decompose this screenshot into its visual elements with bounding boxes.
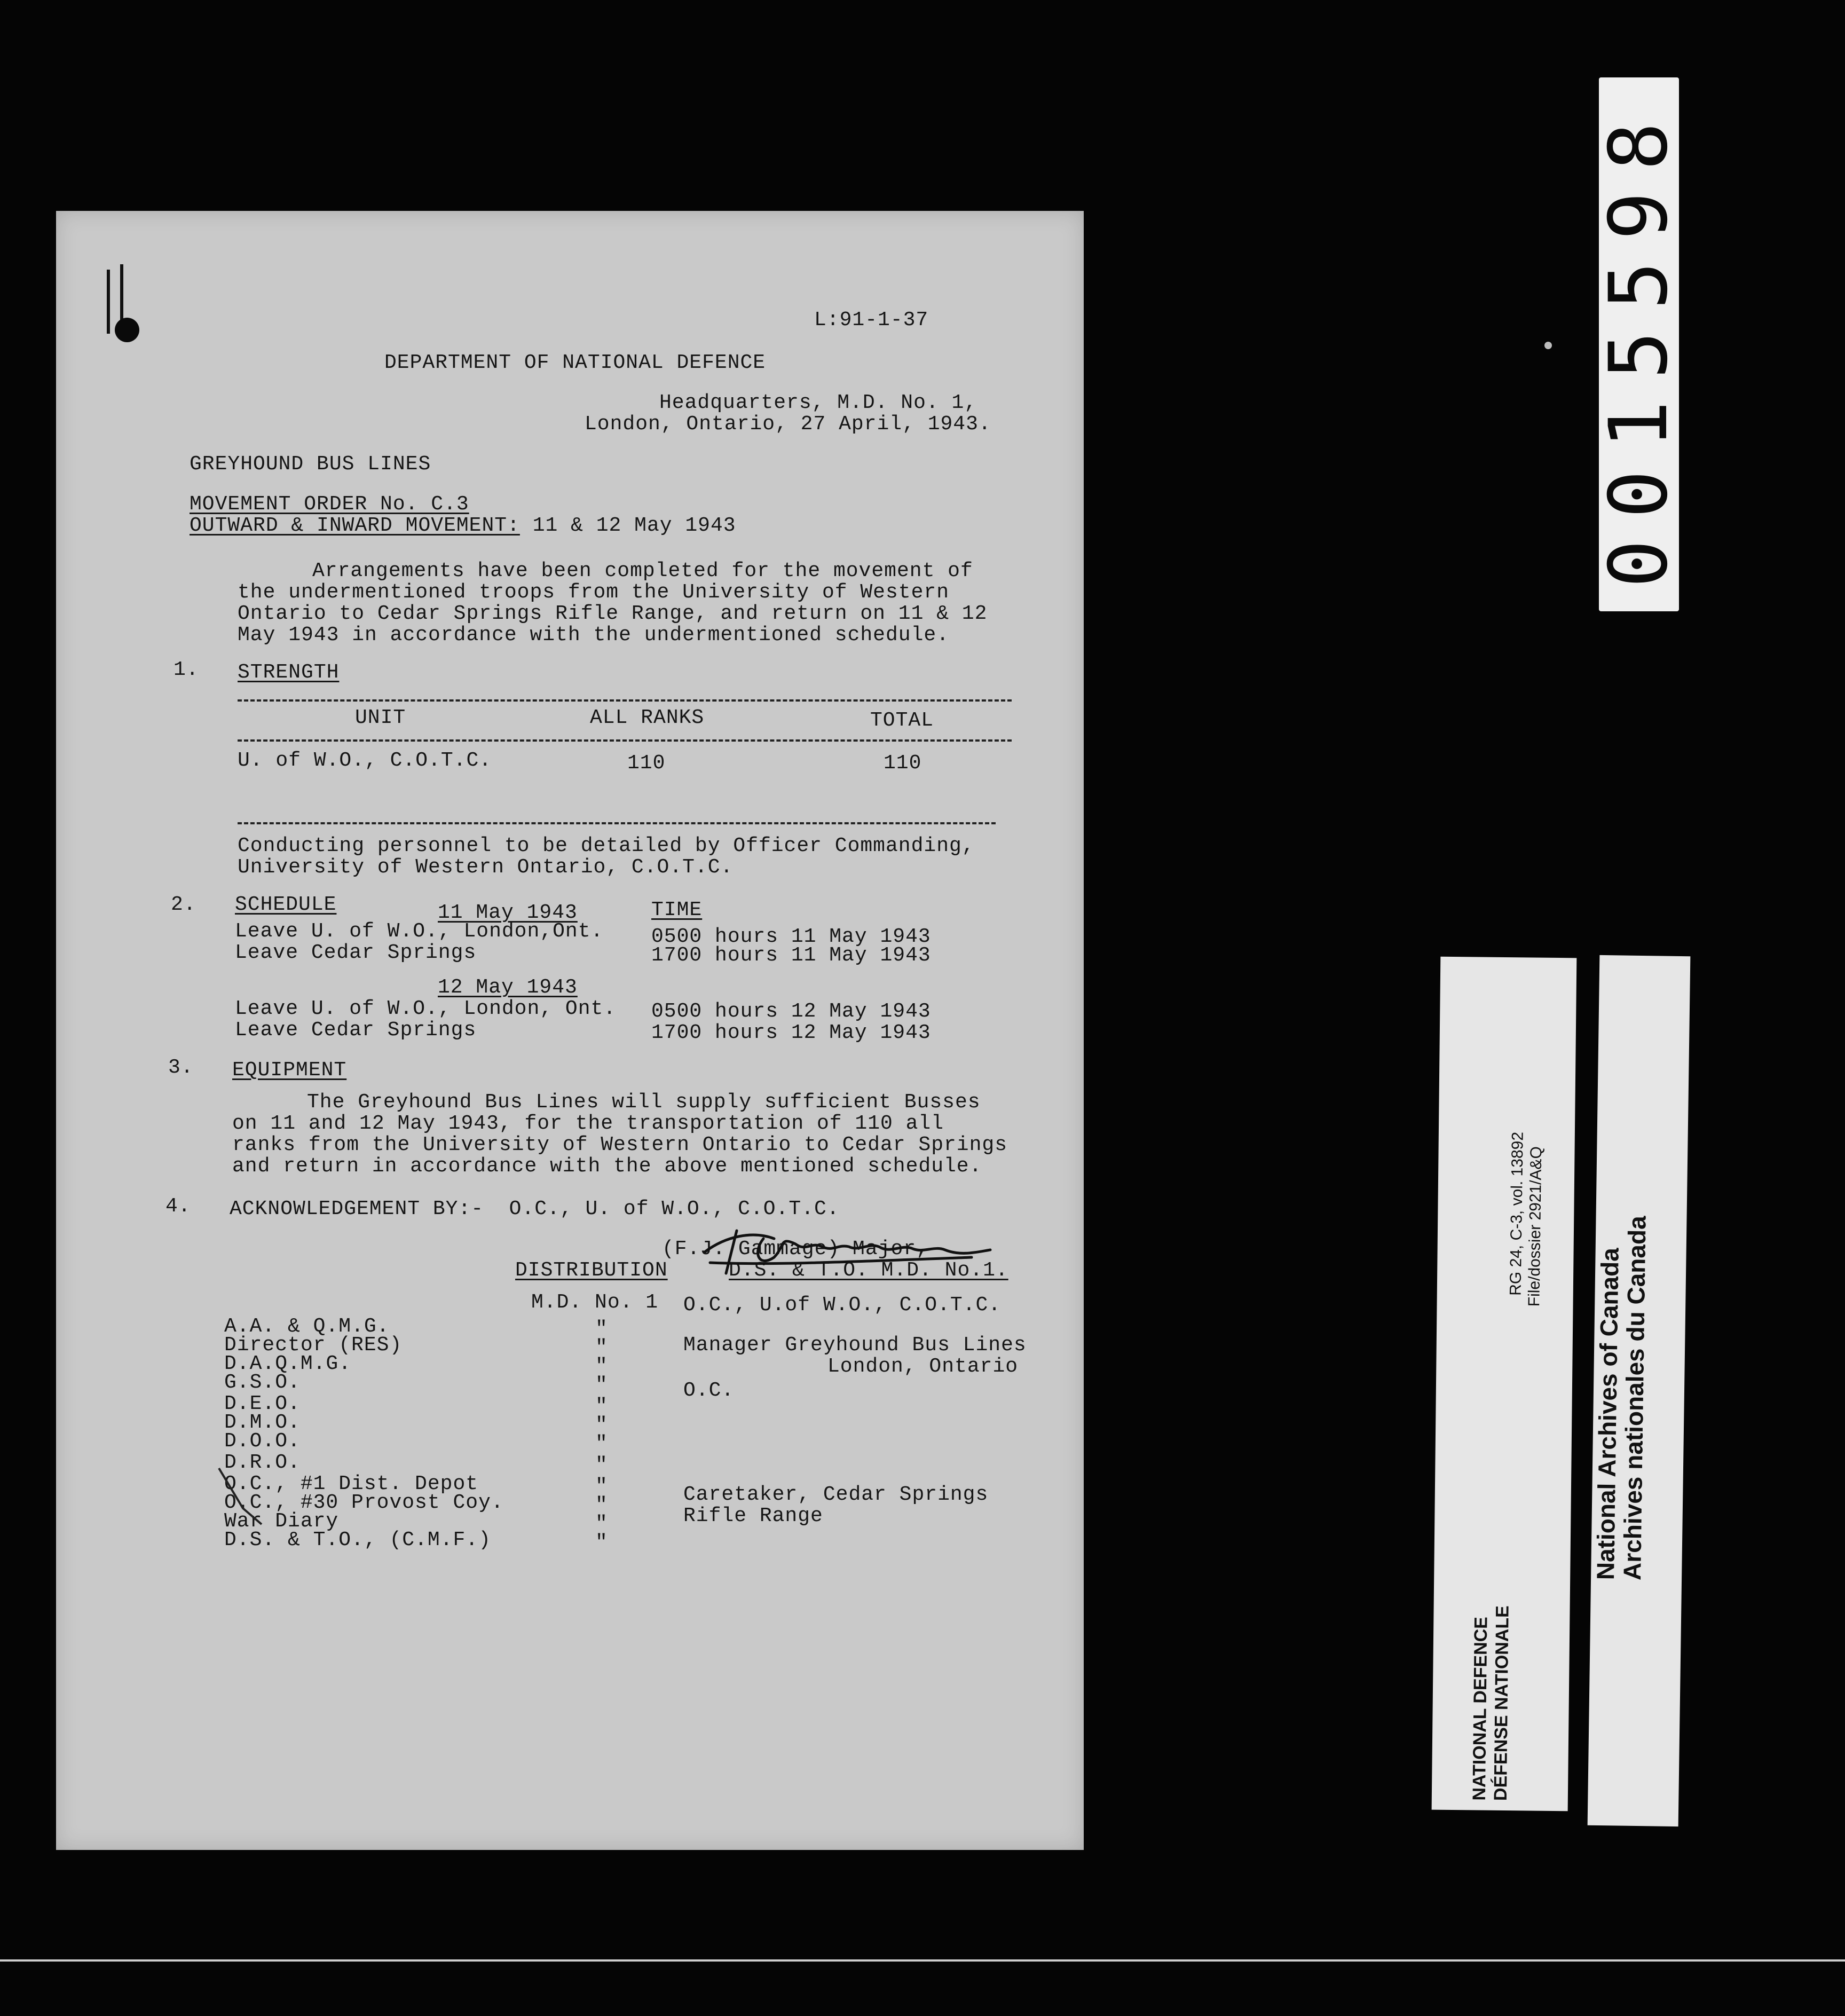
schedule-day-1: 11 May 1943 [438,901,578,924]
intro-line: May 1943 in accordance with the undermentioned schedule. [238,624,950,647]
archive-name-fr: Archives nationales du Canada [1618,1216,1651,1581]
movement-label: OUTWARD & INWARD MOVEMENT: [190,514,520,537]
ditto-mark: " [595,1513,608,1535]
time-heading: TIME [651,899,703,922]
ditto-mark: " [595,1494,608,1517]
ditto-mark: " [595,1318,608,1341]
schedule-heading: SCHEDULE [235,893,337,916]
addressee: GREYHOUND BUS LINES [190,453,431,476]
dist-right-item: Rifle Range [683,1505,823,1527]
table-rule [238,739,1012,742]
movement-dates: 11 & 12 May 1943 [519,514,736,537]
section-number: 4. [165,1195,191,1218]
archive-name-en: National Archives of Canada [1591,1247,1624,1580]
intro-line: Arrangements have been completed for the movement of [312,560,973,582]
section-number: 3. [168,1056,194,1079]
schedule-time: 0500 hours 12 May 1943 [651,1000,931,1023]
schedule-leg: Leave U. of W.O., London, Ont. [235,997,617,1020]
check-mark [216,1466,264,1530]
ditto-mark: " [595,1475,608,1498]
ditto-mark: " [595,1414,608,1437]
archive-file: File/dossier 2921/A&Q [1525,1146,1546,1307]
table-rule [238,699,1012,702]
distribution-md-header: M.D. No. 1 [531,1291,659,1314]
distribution-item: D.M.O. [224,1411,301,1434]
section-number: 1. [174,658,199,681]
order-title: MOVEMENT ORDER No. C.3 [190,493,469,516]
dist-right-item: O.C. [683,1379,735,1402]
schedule-leg: Leave Cedar Springs [235,1019,477,1042]
label-line: NATIONAL DEFENCE [1469,1616,1492,1801]
distribution-item: Director (RES) [224,1334,403,1357]
file-reference: L:91-1-37 [814,309,929,332]
dist-right-item: Manager Greyhound Bus Lines [683,1334,1027,1357]
archive-reference: RG 24, C-3, vol. 13892 [1507,1131,1527,1296]
dist-right-item: Caretaker, Cedar Springs [683,1483,989,1506]
conducting-line: University of Western Ontario, C.O.T.C. [238,856,734,879]
ditto-mark: " [595,1355,608,1378]
punch-hole [115,318,139,342]
ditto-mark: " [595,1454,608,1477]
distribution-item: O.C., #30 Provost Coy. [224,1491,504,1514]
col-header-total: TOTAL [870,709,934,732]
ditto-mark: " [595,1395,608,1418]
distribution-item: D.E.O. [224,1392,301,1415]
dist-right-item: London, Ontario [827,1355,1019,1378]
conducting-line: Conducting personnel to be detailed by Officer Commanding, [238,834,975,857]
ink-mark [107,270,110,334]
table-rule [238,822,996,824]
signer-name: (F.J. Gammage) Major, [662,1238,929,1261]
ditto-mark: " [595,1374,608,1397]
intro-line: Ontario to Cedar Springs Rifle Range, and return on 11 & 12 [238,602,988,625]
schedule-leg: Leave U. of W.O., London,Ont. [235,920,604,943]
hq-line-1: Headquarters, M.D. No. 1, [659,391,977,414]
label-line: DÉFENSE NATIONALE [1490,1605,1513,1801]
department-heading: DEPARTMENT OF NATIONAL DEFENCE [384,351,766,374]
schedule-leg: Leave Cedar Springs [235,941,477,964]
frame-number-stamp [1592,77,1685,611]
strength-all-ranks: 110 [627,752,666,775]
strength-heading: STRENGTH [238,661,340,684]
national-defence-label [1432,957,1577,1812]
ditto-mark: " [595,1336,608,1359]
distribution-item: D.S. & T.O., (C.M.F.) [224,1529,491,1552]
movement-line [190,515,736,537]
national-archives-label [1507,955,1691,1826]
acknowledgement-line: ACKNOWLEDGEMENT BY:- O.C., U. of W.O., C.O.T.C. [230,1198,840,1220]
strength-unit: U. of W.O., C.O.T.C. [238,749,492,772]
equipment-line: and return in accordance with the above mentioned schedule. [232,1155,982,1178]
intro-line: the undermentioned troops from the University of Western [238,581,950,604]
strength-total: 110 [884,752,922,775]
schedule-time: 1700 hours 12 May 1943 [651,1021,931,1044]
hq-line-2: London, Ontario, 27 April, 1943. [585,413,991,436]
distribution-item: War Diary [224,1510,339,1533]
schedule-time: 1700 hours 11 May 1943 [651,944,931,967]
ditto-mark: " [595,1531,608,1554]
schedule-day-2: 12 May 1943 [438,976,578,999]
distribution-item: G.S.O. [224,1371,301,1394]
col-header-all-ranks: ALL RANKS [590,706,705,729]
distribution-item: O.C., #1 Dist. Depot [224,1472,479,1495]
equipment-heading: EQUIPMENT [232,1059,347,1082]
dist-right-item: O.C., U.of W.O., C.O.T.C. [683,1294,1002,1317]
equipment-line: on 11 and 12 May 1943, for the transportation of 110 all [232,1112,944,1135]
distribution-heading: DISTRIBUTION [515,1259,668,1282]
distribution-item: D.R.O. [224,1451,301,1474]
document-page [56,211,1084,1850]
frame-number: 0015598 [1592,100,1685,588]
distribution-item: A.A. & Q.M.G. [224,1315,390,1338]
equipment-line: ranks from the University of Western Ontario to Cedar Springs [232,1133,1008,1156]
section-number: 2. [171,893,196,916]
equipment-line: The Greyhound Bus Lines will supply sufficient Busses [307,1091,981,1114]
signer-title: D.S. & T.O. M.D. No.1. [729,1259,1008,1282]
distribution-item: D.O.O. [224,1430,301,1453]
signature-image [694,1215,993,1279]
ditto-mark: " [595,1432,608,1455]
col-header-unit: UNIT [355,706,406,729]
distribution-item: D.A.Q.M.G. [224,1352,352,1375]
dust-speck [1544,342,1552,349]
film-edge-line [0,1959,1845,1962]
schedule-time: 0500 hours 11 May 1943 [651,925,931,948]
